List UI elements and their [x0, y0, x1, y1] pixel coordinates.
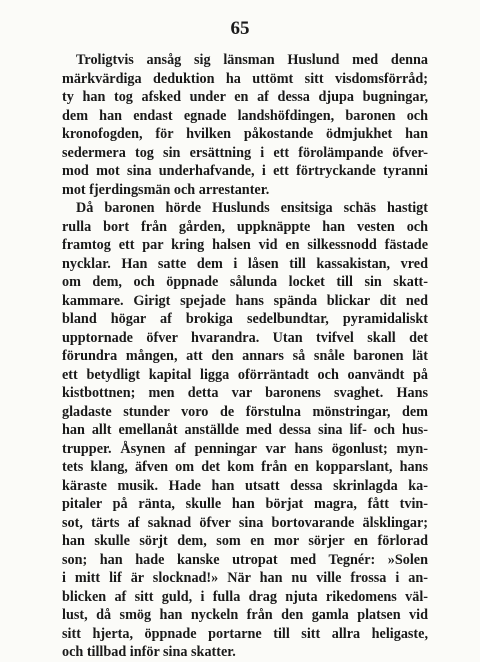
text-line: om dem, och öppnade sålunda locket till sin skatt- [62, 274, 428, 290]
text-line: förundra mången, att den annars så snåle baronen lät [62, 348, 428, 364]
text-line: bland högar af brokiga sedelbundtar, pyramidaliskt [62, 311, 428, 327]
text-line: Då baronen hörde Huslunds ensitsiga schäs hastigt [76, 200, 428, 216]
text-line: han allt emellanåt anställde med dessa sina lif- och hus- [62, 422, 428, 438]
text-line: ett betydligt kapital ligga oförräntadt och oanvändt på [62, 366, 428, 383]
text-line: nycklar. Han satte dem i låsen till kassakistan, vred [62, 255, 428, 272]
text-line: sitt hjerta, öppnade portarne till sitt allra heligaste, [62, 625, 428, 642]
text-line: blicken af sitt guld, i fulla drag njuta rikedomens väl- [62, 588, 428, 605]
text-line: han skulle sörjt dem, som en mor sörjer en förlorad [62, 533, 428, 549]
body-text [62, 51, 428, 662]
text-line: mot fjerdingsmän och arrestanter. [62, 181, 270, 198]
text-line: son; han hade kanske utropat med Tegnér: »Solen [62, 551, 428, 568]
text-line: dem han endast egnade landshöfdingen, baronen och [62, 107, 428, 124]
text-line: pitaler på ränta, skulle han börjat magra, fått tvin- [62, 496, 428, 512]
text-line: sedermera tog sin ersättning i ett förolämpande öfver- [62, 144, 428, 161]
text-line: lust, då smög han nyckeln från den gamla platsen vid [62, 607, 428, 623]
text-line: tets klang, äfven om det kom från en kopparslant, hans [62, 459, 428, 475]
text-line: framtog ett par kring halsen vid en silkessnodd fästade [62, 237, 428, 253]
text-line: rulla bort från gården, uppknäppte han vesten och [62, 218, 428, 235]
text-line: och tillbad inför sina skatter. [62, 644, 236, 660]
text-line: trupper. Åsynen af penningar var hans ögonlust; myn- [62, 440, 428, 457]
text-line: i mitt lif är slocknad!» När han nu ville frossa i an- [62, 570, 428, 586]
text-line: ty han tog afsked under en af dessa djupa bugningar, [62, 89, 428, 105]
text-line: sot, tärts af saknad öfver sina bortovarande älsklingar; [62, 514, 428, 531]
text-line: kammare. Girigt spejade hans spända blickar dit ned [62, 292, 428, 309]
text-line: kronofogden, för hvilken påkostande ödmjukhet han [62, 126, 428, 142]
page-number: 65 [230, 18, 250, 39]
text-line: käraste musik. Hade han utsatt dessa skrinlagda ka- [62, 477, 428, 494]
text-line: upptornade öfver hvarandra. Utan tvifvel skall det [62, 329, 428, 346]
text-line: märkvärdiga deduktion ha uttömt sitt visdomsförråd; [62, 70, 428, 87]
text-line: Troligtvis ansåg sig länsman Huslund med denna [76, 52, 428, 68]
text-line: gladaste stunder voro de förstulna mönstringar, dem [62, 403, 428, 420]
text-line: kistbottnen; men detta var baronens svaghet. Hans [62, 385, 428, 401]
text-line: mod mot sina underhafvande, i ett förtryckande tyranni [62, 163, 428, 179]
